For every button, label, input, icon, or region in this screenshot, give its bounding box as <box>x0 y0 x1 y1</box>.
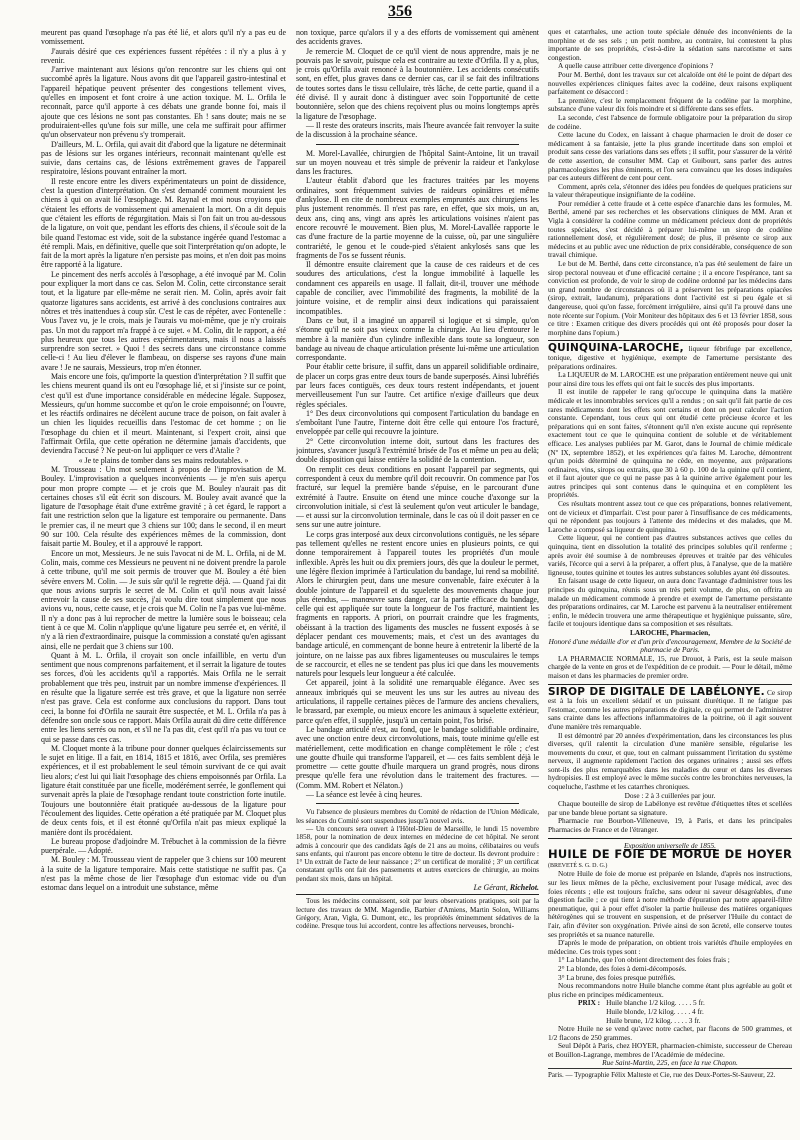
paragraph: — La séance est levée à cinq heures. <box>306 790 423 800</box>
paragraph: 3° La brune, des foies presque putréfiés. <box>558 972 676 982</box>
paragraph: 1° La blanche, que l'on obtient directement des foies frais ; <box>558 955 730 965</box>
column-2 <box>296 28 539 1133</box>
price-row: Huile blonde, 1/2 kilog. . . . . 4 fr. <box>606 1006 704 1016</box>
column-1 <box>41 28 286 1133</box>
paragraph: L'auteur établit d'abord que les fractures traitées par les moyens ordinaires, sont fréquemment suivies de raideurs opiniâtres et même d'ankylose. Il en cite de nombreux exemples empruntés aux chirurgiens les plus justement renommés. Il n'est pas rare, en effet, que six mois, un an, deux ans, cinq ans, vingt ans après les articulations voisines n'aient pas encore recouvré le mouvement. Bien plus, M. Morel-Lavallée rapporte le cas d'une fracture de la partie moyenne de la cuisse, où, par une singulière contrariété, le genou et le coude-pied s'étaient ankylosés sans que les fragments de l'os se fussent réunis. <box>296 176 539 260</box>
paragraph: A quelle cause attribuer cette divergence d'opinions ? <box>558 61 714 71</box>
paragraph: Notre Huile de foie de morue est préparée en Islande, d'après nos instructions, sur les lieux mêmes de la pêche, exclusivement pour l'usage médical, avec des foies récents ; elle est toujours fraîche, sans odeur ni saveur désagréables, d'une digestion facile ; ce qui tient à notre méthode d'épuration par notre appareil-filtre pneumatique, qui à pour effet d'isoler la partie huileuse des matières organiques hétérogènes qui se trouvent en suspension, et de préserver l'Huile du contact de l'air, afin d'éviter son oxygénation. Privée ainsi de son âcreté, elle conserve toutes ses propriétés et sa nuance naturelle. <box>548 869 792 939</box>
section-divider <box>548 838 792 839</box>
ad-hoyer-price-label: PRIX : <box>578 998 601 1008</box>
paragraph: M. Morel-Lavallée, chirurgien de l'hôpital Saint-Antoine, lit un travail sur un moyen nouveau et très simple de prévenir la raideur et l'ankylose dans les fractures. <box>296 148 539 177</box>
ad-hoyer-exposition: Exposition universelle de 1855. <box>623 840 716 850</box>
paragraph: 1° Des deux circonvolutions qui composent l'articulation du bandage en s'emboîtant l'une l'autre, l'interne doit être celle qui entoure l'os fracturé, enveloppée par celle qui recouvre la jointure. <box>296 408 539 437</box>
paragraph: Pour M. Berthé, dont les travaux sur cet alcaloïde ont été le point de départ des nouvelles expériences cliniques faites avec la codéine, deux raisons expliquent parfaitement ce désaccord : <box>548 69 792 97</box>
section-divider <box>548 684 792 685</box>
paragraph: Il reste encore entre les divers expérimentateurs un point de dissidence, c'est la question d'interprétation. On s'est demandé comment mouraient les chiens à qui on avait lié l'œsophage. M. Raynal et moi nous croyions que c'étaient les efforts de vomissement qui amenaient la mort. On a dit depuis que c'étaient les efforts de régurgitation. Mais si l'on fait un trou au-dessous de la ligature, on voit que, pendant les efforts des chiens, il s'écoule soit de la bile quand l'estomac est vide, soit de la substance ingérée quand l'estomac a été rempli. Mais, en définitive, quelle que soit l'interprétation qu'on adopte, le fait de la mort après la ligature n'en persiste pas moins, et n'en doit pas moins être rapporté à la ligature. <box>41 176 286 270</box>
paragraph: M. Bouley : M. Trousseau vient de rappeler que 3 chiens sur 100 meurent à la suite de la ligature temporaire. Mais cette statistique ne suffit pas. Ça n'est pas la même chose de lier l'œsophage d'un estomac vide ou d'un estomac dans lequel on a introduit une substance, même <box>41 855 286 893</box>
ad-quinquina-credentials: Honoré d'une médaille d'or et d'un prix d'encouragement, Membre de la Société de pharmacie de Paris. <box>548 636 792 655</box>
paragraph: Notre Huile ne se vend qu'avec notre cachet, par flacons de 500 grammes, et 1/2 flacons de 250 grammes. <box>548 1024 792 1042</box>
ad-digitale-lead: Ce sirop est à la fois un excellent sédatif et un puissant diurétique. Il ne fatigue pas l'estomac, comme les autres préparations de digitale, ce qui permet de l'administrer sans crainte dans les affections inflammatoires de la poitrine, où il agit souvent d'une manière très remarquable. <box>548 687 792 731</box>
column-3 <box>548 28 792 1133</box>
paragraph: D'après le mode de préparation, on obtient trois variétés d'huile employées en médecine. Ces trois types sont : <box>548 938 792 956</box>
paragraph: Ces résultats montrent assez tout ce que ces préparations, bonnes relativement, ont de vicieux et d'imparfait. C'est pour parer à l'insuffisance de ces médicaments, qui ne répondent pas toujours à l'attente des médecins et des malades, que M. Laroche a composé sa liqueur de quinquina. <box>548 499 792 534</box>
paragraph: Cet appareil, joint à la solidité une remarquable élégance. Avec ses anneaux imbriqués qui se meuvent les uns sur les autres au niveau des articulations, il rappelle certaines pièces de l'armure des anciens chevaliers, le brassard, par exemple, ou mieux encore les animaux à squelette extérieur, parce qu'en effet, il supplée, jusqu'à un certain point, l'os brisé. <box>296 678 539 725</box>
section-divider <box>296 894 539 895</box>
ad-quinquina-intro <box>548 344 792 371</box>
paragraph: 2° La blonde, des foies à demi-décomposés. <box>558 963 687 973</box>
paragraph: Cette liqueur, qui ne contient pas d'autres substances actives que celles du quinquina, tient en dissolution la totalité des principes solubles qu'il renferme ; après avoir été soumise à de nombreuses épreuves et traitée par des véhicules variés, l'écorce qui a servi à la préparer, a offert plus, à l'analyse, que de la matière ligneuse, toutes quinine et toutes les autres substances solubles ayant été dissoutes. <box>548 533 792 577</box>
paragraph: Nous recommandons notre Huile blanche comme étant plus agréable au goût et plus riche en principes médicamenteux. <box>548 981 792 999</box>
paragraph: Pour établir cette brisure, il suffit, dans un appareil solidifiable ordinaire, de placer un corps gras entre deux tours de bande superposés. Ainsi lubréfiés par leurs faces contiguës, ces deux tours restent indépendants, et jouent merveilleusement l'un sur l'autre. Cet artifice n'exige d'ailleurs que deux règles spéciales. <box>296 362 539 409</box>
notice: — Un concours sera ouvert à l'Hôtel-Dieu de Marseille, le lundi 15 novembre 1858, pour la nomination de deux internes en médecine de cet hôpital. Ne seront admis à concourir que des candidats âgés de 21 ans au moins, célibataires ou veufs sans enfants, qui n'auront pas encore obtenu le titre de docteur. Ils devront produire : 1° Un extrait de l'acte de leur naissance ; 2° un certificat de moralité ; 3° un certificat constatant qu'ils ont fait des pansements et autres exercices de chirurgie, au moins pendant six mois, dans un hôpital. <box>296 824 539 883</box>
paragraph: Cette lacune du Codex, en laissant à chaque pharmacien le droit de doser ce médicament à sa fantaisie, jette la plus grande incertitude dans son emploi et produit sans cesse des variations dans ses effets ; il suffit, pour s'assurer de la vérité de cette assertion, de consulter MM. Cap et Guibourt, sans parler des autres pharmacologistes les plus éminents, et l'on sera convaincu que les doses indiquées par ces auteurs diffèrent de cent pour cent. <box>548 130 792 183</box>
paragraph: J'arrive maintenant aux lésions qu'on rencontre sur les chiens qui ont succombé après la ligature. Nous avons dit que l'appareil gastro-intestinal et l'appareil hépatique peuvent présenter des congestions tellement vives, qu'elles en imposent et font croire à une action toxique. M. L. Orfila le reconnaît, parce qu'il apporte à ces débats une grande bonne foi, mais il ajoute que ces lésions ne sont pas constantes. Eh ! sans doute; mais ne se produiraient-elles qu'une fois sur mille, une cela me suffirait pour affirmer qu'un observateur non prévenu s'y tromperait. <box>41 65 286 140</box>
paragraph: M. Cloquet monte à la tribune pour donner quelques éclaircissements sur le sujet en litige. Il a fait, en 1814, 1815 et 1816, avec Orfila, ses premières expériences, et il est probablement le seul témoin survivant de ce qui avait lieu alors; c'est lui qui liait l'œsophage des chiens empoisonnés par Orfila. La ligature était constituée par une ficelle, modérément serrée, le gonflement qui survenait après la plaie de l'œsophage rendant toute constriction forte inutile. Toujours une boutonnière était pratiquée au-dessous de la ligature pour l'écoulement des liquides. Cette opération a été pratiquée par M. Cloquet plus de deux cents fois, et il est étonné qu'Orfila n'ait pas mieux expliqué la manière dont ils procédaient. <box>41 743 286 837</box>
ad-hoyer-address: Rue Saint-Martin, 225, en face la rue Chapon. <box>602 1058 738 1068</box>
paragraph: 2° Cette circonvolution interne doit, surtout dans les fractures des jointures, s'avancer jusqu'à l'extrémité brisée de l'os et même un peu au delà; double disposition qui laisse entière la solidité de la contention. <box>296 436 539 465</box>
paragraph: J'aurais désiré que ces expériences fussent répétées : il n'y a plus à y revenir. <box>41 46 286 65</box>
paragraph: Le bandage articulé n'est, au fond, que le bandage solidifiable ordinaire, avec une onction entre deux circonvolutions, mais, toute minime qu'elle est matériellement, cette modification en change complètement le rôle ; c'est une goutte d'huile qui transforme l'appareil, et — ces faits semblent déjà le promettre — cette goutte d'huile marquera un grand progrès, nous dirons presque qu'elle fera une révolution dans le traitement des fractures. — (Comm. MM. Robert et Nélaton.) <box>296 724 539 790</box>
paragraph: M. Trousseau : Un mot seulement à propos de l'improvisation de M. Bouley. L'improvisation a quelques inconvénients — je m'en suis aperçu pour mon propre compte — et je crois que M. Bouley n'aurait pas dit certaines choses s'il eût écrit son discours. M. Bouley avait avancé que la ligature de l'œsophage était d'une extrême gravité ; à cet égard, le rapport a fait une restriction selon que la ligature est temporaire ou permanente. Dans le premier cas, il ne meurt que 3 chiens sur 100; dans le second, il en meurt 90 sur 100. Cela résulte des expériences mêmes de la commission, dont faisait partie M. Bouley, et il a approuvé le rapport. <box>41 464 286 549</box>
section-divider <box>316 144 519 145</box>
printer-footer: Paris. — Typographie Félix Malteste et Cie, rue des Deux-Portes-St-Sauveur, 22. <box>548 1068 792 1080</box>
gerant-label: Le Gérant, <box>473 883 508 893</box>
ad-digitale-intro <box>548 685 792 732</box>
paragraph: La seconde, c'est l'absence de formule obligatoire pour la préparation du sirop de codéine. <box>548 112 792 131</box>
ad-hoyer-title: HUILE DE FOIE DE MORUE DE HOYER <box>548 847 792 862</box>
paragraph: ques et catarrhales, une action toute spéciale dénuée des inconvénients de la morphine et de ses sels ; un petit nombre, au contraire, lui contestent la plus importante de ses propriétés, c'est-à-dire la sédation sans narcotisme et sans congestion. <box>548 28 792 62</box>
paragraph: La première, c'est le remplacement fréquent de la codéine par la morphine, substance d'une valeur dix fois moindre et si différente dans ses effets. <box>548 95 792 114</box>
ad-quinquina-signature: LAROCHE, Pharmacien, <box>629 627 711 637</box>
section-divider <box>548 340 792 341</box>
paragraph: Seul Dépôt à Paris, chez HOYER, pharmacien-chimiste, successeur de Chereau et Bouillon-Lagrange, membres de l'Académie de médecine. <box>548 1041 792 1059</box>
paragraph: Le pincement des nerfs accolés à l'œsophage, a été invoqué par M. Colin pour expliquer la mort dans ce cas. Selon M. Colin, cette circonstance serait tout, et la ligature par elle-même ne serait rien. M. Colin, après avoir fait quatorze ligatures sans accidents, est arrivé à des conclusions contraires aux nôtres et très inattendues à coup sûr. C'est le cas de répéter, avec Fontenelle : Vous l'avez vu, je le crois, mais je l'aurais vu moi-même, que je n'y croirais pas. Un mot du rapport m'a frappé à ce sujet. « M. Colin, dit le rapport, a été plus heureux que tous les autres expérimentateurs, mais il nous a laissés surprendre son secret. » Quoi ! des secrets dans une circonstance comme celle-ci ! Au lieu d'élever le flambeau, on disperse ses rayons d'une main avare ! Je ne saurais, Messieurs, trop m'en étonner. <box>41 269 286 372</box>
page-number: 356 <box>388 3 412 20</box>
gerant-signature <box>296 883 539 892</box>
ad-hoyer-price-block <box>548 999 792 1025</box>
paragraph: Chaque bouteille de sirop de Labélonye est revêtue d'étiquettes têtes et scellées par une bande bleue portant sa signature. <box>548 799 792 817</box>
paragraph: Le but de M. Berthé, dans cette circonstance, n'a pas été seulement de faire un sirop pectoral nouveau et d'une efficacité certaine ; il a encore l'espérance, tant sa conviction est profonde, de voir le sirop de codéine ordonné par les médecins dans un grand nombre de circonstances où il a préservent les préparations opiacées (sirop, extrait, laudanum), préparations dont l'activité est si peu égale et si dangereuse, quoi qu'on fasse, forcément irrégulière, ainsi qu'il l'a prouvé dans une note récente sur l'opium. (Voir Moniteur des hôpitaux des 6 et 13 février 1858, sous ce titre : Examen critique des divers procédés qui ont été proposés pour doser la morphine dans l'opium.) <box>548 259 792 337</box>
ad-quinquina-title: QUINQUINA-LAROCHE, <box>548 342 684 355</box>
paragraph: non toxique, parce qu'alors il y a des efforts de vomissement qui amènent des accidents graves. <box>296 28 539 47</box>
paragraph: Quant à M. L. Orfila, il croyait son oncle infaillible, en vertu d'un sentiment que nous comprenons parfaitement, et il serrait la ligature de toutes ses forces, d'où les accidents qu'il a rapportés. Mais Orfila ne le serrait probablement que très peu, instruit par un nombre immense d'expériences. Il en résulte que la ligature serrée est très grave, et que la ligature non serrée n'est pas grave. Cela est conforme aux conclusions du rapport. Dans tout ceci, la bonne foi d'Orfila ne saurait être suspectée, et M. L. Orfila n'a pas à défendre son oncle sous ce rapport. Mais Orfila aurait dû dire cette différence entre les liens serrés ou non, et s'il ne l'a pas dit, c'est qu'il n'a pas vu tout ce qui se passe dans ces cas. <box>41 650 286 744</box>
paragraph: Dans ce but, il a imaginé un appareil si logique et si simple, qu'on s'étonne qu'il ne soit pas vieux comme la chirurgie. Au lieu d'entourer le membre à la manière d'un cylindre inflexible dans toute sa longueur, son bandage au niveau de chaque articulation présente lui-même une articulation correspondante. <box>296 315 539 363</box>
paragraph: Il est inutile de rappeler le rang qu'occupe le quinquina dans la matière médicale et les innombrables services qu'il a rendus ; on sait qu'il fait partie de ces rares médicaments dont les effets sont certains et dont on peut calculer l'action constante. Cependant, tous ceux qui ont étudié cette précieuse écorce et les préparations qui en sont faites, s'étonnent qu'il n'en existe aucune qui représente exactement tout ce que le quinquina contient de soluble et de véritablement efficace. Les analyses publiées par M. Garot, dans le Journal de chimie médicale (Nº IX, septembre 1852), et les expériences qu'a faites M. Laroche, démontrent qu'un poids déterminé de quinquina ne cède, en moyenne, aux préparations ordinaires, vins, sirops ou extraits, que 30 à 60 p. 100 de la quinine qu'il contient, et il faut ajouter que ce qui ne passe pas à la quinine arrive également pour les autres principes qui sont contenus dans le quinquina et en complètent les propriétés. <box>548 387 792 500</box>
paragraph: Je remercie M. Cloquet de ce qu'il vient de nous apprendre, mais je ne pouvais pas le savoir, puisque cela est contraire au texte d'Orfila. Il y a, plus, je crois qu'Orfila avait renoncé à la boutonnière. Les accidents consécutifs sont, en effet, plus graves dans ce dernier cas, car il se fait des infiltrations de toutes sortes dans le tissu cellulaire, très lâche, de cette partie, quand il a été divisé. Il y aurait donc à distinguer avec soin l'opportunité de cette boutonnière, selon que des chiens reçoivent plus ou moins longtemps après la ligature de l'œsophage. <box>296 46 539 121</box>
paragraph: D'ailleurs, M. L. Orfila, qui avait dit d'abord que la ligature ne déterminait pas de lésions sur les organes intérieurs, reconnait maintenant qu'elle est suivie, dans certains cas, de lésions extrêmement graves de l'appareil respiratoire, lésions pouvant entraîner la mort. <box>41 139 286 177</box>
ad-hoyer-brevet: (BREVETÉ S. G. D. G.) <box>548 862 608 869</box>
paragraph: Mais encore une fois, qu'importe la question d'interprétation ? Il suffit que les chiens meurent quand ils ont eu l'œsophage lié, et si j'insiste sur ce point, c'est qu'il est d'une importance considérable en médecine légale. Supposez, Messieurs, qu'un homme succombe et qu'on le croie empoisonné; on l'ouvre, et les réactifs ordinaires ne décèlent aucune trace de poison, on fait avaler à un chien les liquides recueillis dans l'estomac de cet homme ; on lie l'œsophage du chien et il meurt. Maintenant, si l'expert croit, ainsi que l'affirmait Orfila, que cette opération ne détermine jamais d'accidents, que deviendra l'accusé ? Ne peut-on lui appliquer ce vers d'Atalie ? <box>41 371 286 456</box>
notice: Vu l'absence de plusieurs membres du Comité de rédaction de l'Union Médicale, les séances du Comité sont suspendues jusqu'à nouvel avis. <box>296 808 539 825</box>
paragraph: Il est démontré par 20 années d'expérimentation, dans les circonstances les plus diverses, qu'il ralentit la circulation d'une manière sensible, régularise les mouvements du cœur, et que, tout en calmant puissamment l'irritation du système nerveux, il augmente rapidement l'action des organes urinaires ; aussi ses effets sont-ils des plus remarquables dans les maladies du cœur et dans les diverses hydropisies. Il est employé avec le même succès contre les bronchites nerveuses, la coqueluche, l'asthme et les catarrhes chroniques. <box>548 730 792 792</box>
paragraph: En faisant usage de cette liqueur, on aura donc l'avantage d'administrer tous les principes du quinquina, réunis sous un très petit volume, de plus, on offrira au malade un médicament commode à prendre et exempt de l'amertume persistante des préparations ordinaires, car M. Laroche est parvenu à la neutraliser entièrement ; enfin, le médecin trouvera une arme thérapeutique et hygiénique puissante, sûre, facile et toujours identique dans sa composition et ses résultats. <box>548 576 792 629</box>
paragraph: Pour remédier à cette fraude et à cette espèce d'anarchie dans les formules, M. Berthé, amené par ses recherches et les observations cliniques de MM. Aran et Vigla à considérer la codéine comme un médicament précieux dont de propriétés toutes spéciales, s'est décidé à préparer lui-même un sirop de codéine rationnellement dosé, et régulièrement dosé; de plus, il présente ce sirop aux médecins et au public avec une réduction de prix considérable, conséquence de son travail chimique. <box>548 198 792 260</box>
ad-hoyer-heading <box>548 847 792 870</box>
ad-quinquina-lead: liqueur fébrifuge par excellence, tonique, digestive et hygiénique, exempte de l'amertume persistante des préparations ordinaires. <box>548 344 792 371</box>
section-divider <box>316 803 519 804</box>
ad-digitale-dose: Dose : 2 à 3 cuillerées par jour. <box>624 790 716 800</box>
paragraph: Encore un mot, Messieurs. Je ne suis l'avocat ni de M. L. Orfila, ni de M. Colin, mais, comme ces Messieurs ne peuvent ni ne doivent prendre la parole à cette tribune, qu'il me soit permis de trouver que M. Bouley a été bien sévère envers M. Colin. — Je suis sûr qu'il le regrette déjà. — Quand j'ai dit que nous avions surpris le secret de M. Colin et qu'il nous avait laissé entrevoir la cause de ses succès, j'ai voulu dire tout simplement que nous avions vu, nous, cette cause, et je crois que M. Colin ne l'a pas vue lui-même. Il n'y a donc pas à lui reprocher de mettre la lumière sous le boisseau; cela tient à ce que M. Colin n'applique qu'une ligature peu serrée et, en vérité, il n'y a là rien d'extraordinaire, puisque la commission a constaté qu'en agissant ainsi, elle ne perdait que 3 chiens sur 100. <box>41 548 286 651</box>
paragraph: Le bureau propose d'adjoindre M. Trébuchet à la commission de la fièvre puerpérale. — Adopté. <box>41 836 286 856</box>
paragraph: Comment, après cela, s'étonner des idées peu fondées de quelques praticiens sur la valeur thérapeutique insignifiante de la codéine. <box>548 181 792 200</box>
paragraph: — Il reste des orateurs inscrits, mais l'heure avancée fait renvoyer la suite de la discussion à la prochaine séance. <box>296 120 539 140</box>
ad-hoyer-price-list <box>606 999 705 1025</box>
price-row: Huile blanche 1/2 kilog. . . . . 5 fr. <box>606 998 705 1008</box>
price-row: Huile brune, 1/2 kilog. . . . . 3 fr. <box>606 1015 701 1025</box>
paragraph: Le corps gras interposé aux deux circonvolutions contiguës, ne les sépare pas tellement qu'elles ne restent encore unies en plusieurs points, ce qui donne temporairement à l'appareil toutes les propriétés d'un moule inflexible. Après les huit ou dix premiers jours, dès que la douleur le permet, une légère flexion imprimée à l'articulation du bandage, lui rend sa mobilité. Alors le chirurgien peut, dans une mesure convenable, faire exécuter à la double jointure de l'appareil et du squelette des mouvements chaque jour plus étendus, — manœuvre sans danger, car la partie efficace du bandage, celle qui est appliquée sur toute la longueur de l'os fracturé, maintient les fragments en rapports. A priori, on pourrait craindre que les fragments, obéissant à la traction des ligaments des muscles ne fussent exposés à se déplacer pendant ces mouvements; mais, et c'est un des avantages du bandage articulé, en commençant de bonne heure à entretenir la liberté de la jointure, on ne laisse pas aux fibres ligamenteuses ou musculaires le temps de se raccourcir, et elles ne se tendent pas plus ici que dans les mouvements naturels pour lesquels leur longueur a été calculée. <box>296 529 539 679</box>
paragraph: On remplit ces deux conditions en posant l'appareil par segments, qui correspondent à ceux du membre qu'il doit recouvrir. On commence par l'os fracturé, sur lequel la première bande s'épuise, en le parcourant d'une extrémité à l'autre. Ensuite on étend une mince couche d'axonge sur la circonvolution initiale, si c'est là seulement qu'on veut articuler le bandage, — et aussi sur la circonvolution terminale, dans le cas où il doit passer en ce sens sur une autre jointure. <box>296 464 539 530</box>
advertisement-text: Tous les médecins connaissent, soit par leurs observations pratiques, soit par la lecture des travaux de MM. Magendie, Barbier d'Amiens, Martin Solon, Williams Grégory, Aran, Vigla, G. Dumont, etc., les propriétés éminemment sédatives de la codéine. Presque tous lui accordent, contre les affections nerveuses, bronchi- <box>296 897 539 931</box>
paragraph: Il démontre ensuite clairement que la cause de ces raideurs et de ces soudures des articulations, c'est la longue immobilité à laquelle les condamnent ces appareils en usage. Il fallait, dit-il, trouver une méthode capable de concilier, avec l'immobilité des fragments, la mobilité de la jointure voisine, et de remplir ainsi deux indications qui paraissaient incompatibles. <box>296 260 539 316</box>
paragraph: La LIQUEUR de M. LAROCHE est une préparation entièrement neuve qui unit pour ainsi dire tous les effets qui ont fait le succès des plus importants. <box>548 370 792 388</box>
ad-digitale-title: SIROP DE DIGITALE DE LABÉLONYE. <box>548 685 765 698</box>
paragraph: meurent pas quand l'œsophage n'a pas été lié, et alors qu'il n'y a pas eu de vomissement. <box>41 28 286 47</box>
ad-quinquina-depot: LA PHARMACIE NORMALE, 15, rue Drouot, à Paris, est la seule maison chargée de la vente en gros et de l'expédition de ce produit. — Pour le détail, même maison et dans les pharmacies de premier ordre. <box>548 653 792 680</box>
paragraph: Pharmacie rue Bourbon-Villeneuve, 19, à Paris, et dans les principales Pharmacies de France et de l'étranger. <box>548 816 792 835</box>
verse-quote: « Je te plains de tomber dans ses mains redoutables. » <box>78 455 249 465</box>
gerant-name: Richelot. <box>509 883 539 893</box>
